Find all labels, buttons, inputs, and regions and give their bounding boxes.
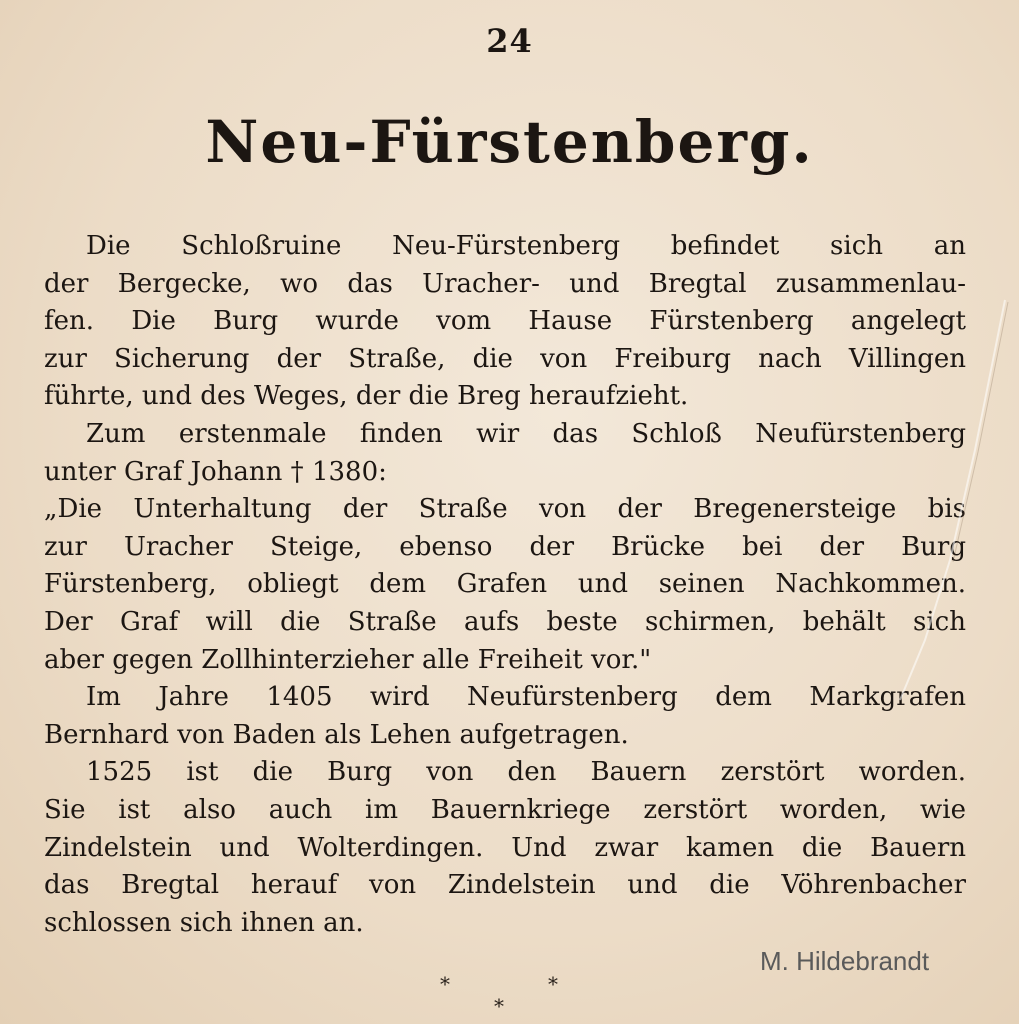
text-line: das Bregtal herauf von Zindelstein und die Vöhrenbacher — [44, 870, 966, 901]
text-line: fen. Die Burg wurde vom Hause Fürstenberg angelegt — [44, 306, 966, 337]
text-line: Im Jahre 1405 wird Neufürstenberg dem Markgrafen — [86, 682, 966, 713]
text-line: zur Uracher Steige, ebenso der Brücke bei der Burg — [44, 531, 966, 562]
text-line: schlossen sich ihnen an. — [44, 907, 364, 938]
text-line: 1525 ist die Burg von den Bauern zerstört worden. — [86, 757, 966, 788]
text-line: der Bergecke, wo das Uracher- und Bregtal zusammenlau- — [44, 268, 966, 299]
text-line: Die Schloßruine Neu-Fürstenberg befindet sich an — [86, 231, 966, 261]
text-line: Der Graf will die Straße aufs beste schirmen, behält sich — [44, 606, 966, 637]
text-line: unter Graf Johann † 1380: — [44, 456, 387, 487]
body-text — [44, 228, 966, 942]
separator-star: * — [548, 972, 558, 996]
text-line: „Die Unterhaltung der Straße von der Bregenersteige bis — [44, 494, 966, 525]
separator-star: * — [440, 972, 450, 996]
text-line: zur Sicherung der Straße, die von Freiburg nach Villingen — [44, 343, 966, 374]
text-line: aber gegen Zollhinterzieher alle Freiheit vor." — [44, 644, 652, 675]
text-line: führte, und des Weges, der die Breg heraufzieht. — [44, 381, 689, 412]
text-line: Zindelstein und Wolterdingen. Und zwar kamen die Bauern — [44, 832, 966, 863]
page-title: Neu-Fürstenberg. — [205, 108, 814, 176]
text-line: Zum erstenmale finden wir das Schloß Neufürstenberg — [86, 418, 966, 449]
text-line: Sie ist also auch im Bauernkriege zerstört worden, wie — [44, 794, 966, 825]
page-number: 24 — [486, 22, 533, 60]
photo-credit: M. Hildebrandt — [760, 946, 930, 976]
text-line: Bernhard von Baden als Lehen aufgetragen. — [44, 719, 629, 750]
separator-star: * — [494, 994, 504, 1018]
section-separator — [430, 972, 580, 1022]
text-line: Fürstenberg, obliegt dem Grafen und seinen Nachkommen. — [44, 569, 966, 600]
